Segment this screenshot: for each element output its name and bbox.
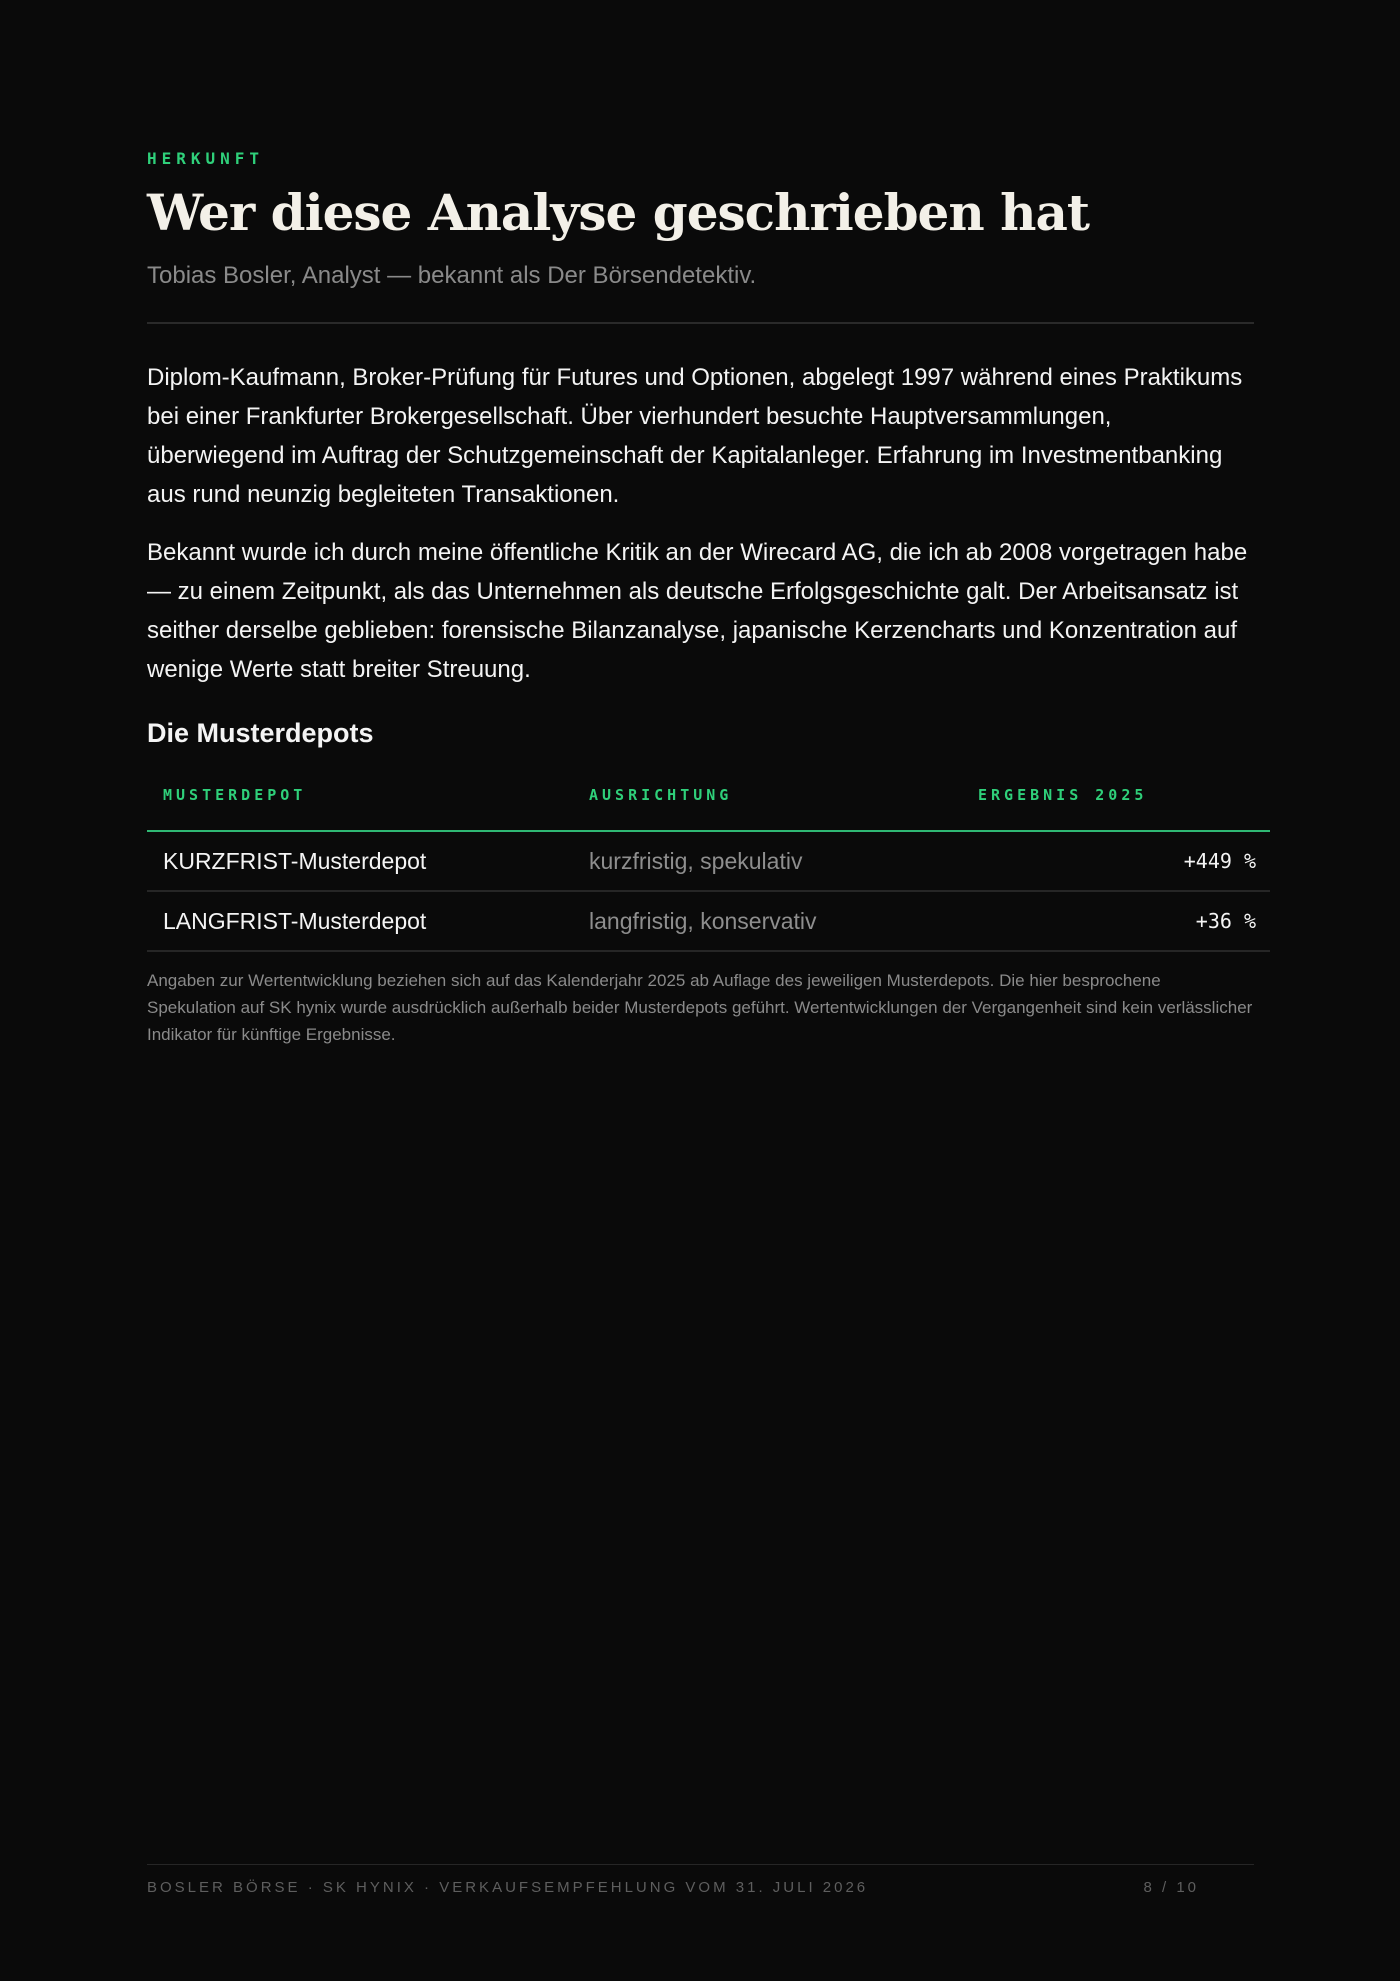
footer-divider [147, 1864, 1254, 1865]
table-row [147, 831, 1270, 891]
header-divider [147, 322, 1254, 324]
depot-name-cell: KURZFRIST-Musterdepot [147, 831, 589, 891]
depot-style-cell: kurzfristig, spekulativ [589, 831, 978, 891]
footer-page-number: 8 / 10 [1143, 1879, 1199, 1896]
depot-name-cell: LANGFRIST-Musterdepot [147, 891, 589, 951]
document-page [147, 0, 1254, 1981]
table-header-row [147, 776, 1270, 831]
depots-section-title: Die Musterdepots [147, 718, 374, 748]
column-header-depot: MUSTERDEPOT [147, 776, 589, 831]
depots-table [147, 776, 1270, 952]
page-title: Wer diese Analyse geschrieben hat [147, 183, 1089, 242]
depot-style-cell: langfristig, konservativ [589, 891, 978, 951]
depot-result-cell: +449 % [978, 831, 1270, 891]
section-eyebrow: HERKUNFT [147, 149, 265, 168]
table-row [147, 891, 1270, 951]
column-header-result: ERGEBNIS 2025 [978, 776, 1270, 831]
depots-footnote: Angaben zur Wertentwicklung beziehen sich auf das Kalenderjahr 2025 ab Auflage des jeweiligen Musterdepots. Die hier besprochene Spekulation auf SK hynix wurde ausdrücklich außerhalb beider Musterdepots geführt. Wertentwicklungen der Vergangenheit sind kein verlässlicher Indikator für künftige Ergebnisse. [147, 971, 1253, 1044]
body-paragraph: Bekannt wurde ich durch meine öffentliche Kritik an der Wirecard AG, die ich ab 2008 vorgetragen habe — zu einem Zeitpunkt, als das Unternehmen als deutsche Erfolgsgeschichte galt. Der Arbeitsansatz ist seither derselbe geblieben: forensische Bilanzanalyse, japanische Kerzencharts und Konzentration auf wenige Werte statt breiter Streuung. [147, 539, 1248, 683]
depot-result-cell: +36 % [978, 891, 1270, 951]
body-text [147, 358, 1254, 708]
page-subtitle: Tobias Bosler, Analyst — bekannt als Der Börsendetektiv. [147, 262, 757, 289]
body-paragraph: Diplom-Kaufmann, Broker-Prüfung für Futures und Optionen, abgelegt 1997 während eines Praktikums bei einer Frankfurter Brokergesellschaft. Über vierhundert besuchte Hauptversammlungen, überwiegend im Auftrag der Schutzgemeinschaft der Kapitalanleger. Erfahrung im Investmentbanking aus rund neunzig begleiteten Transaktionen. [147, 364, 1243, 508]
column-header-style: AUSRICHTUNG [589, 776, 978, 831]
footer-running-title: BOSLER BÖRSE · SK HYNIX · VERKAUFSEMPFEHLUNG VOM 31. JULI 2026 [147, 1879, 869, 1896]
